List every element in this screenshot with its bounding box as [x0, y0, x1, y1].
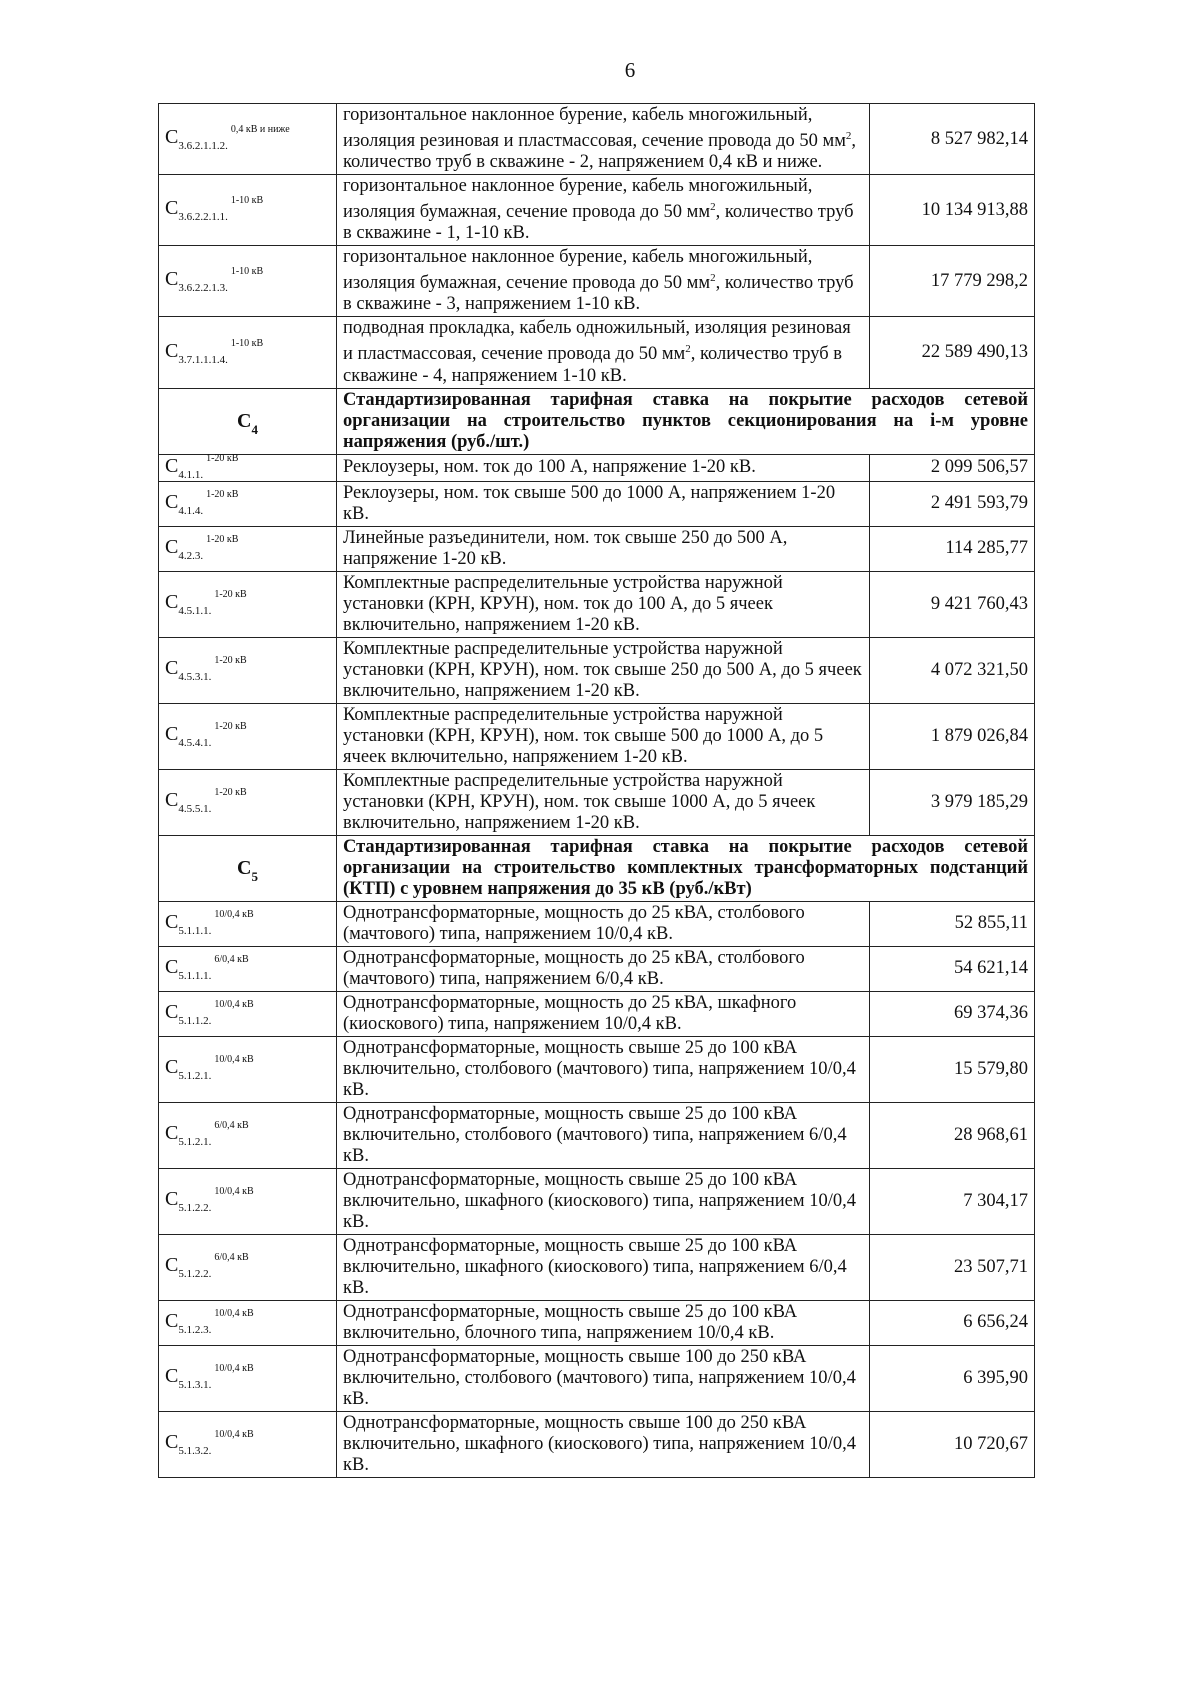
rate-value-cell: [870, 1234, 1035, 1300]
rate-code-voltage: 6/0,4 кВ: [214, 1252, 249, 1264]
rate-value-cell: [870, 1036, 1035, 1102]
rate-code-letter: C: [165, 197, 179, 220]
rate-code-voltage: 0,4 кВ и ниже: [230, 124, 290, 136]
rate-code-letter: C: [165, 1365, 179, 1388]
rate-value: 2 491 593,79: [930, 493, 1028, 514]
rate-code-voltage: 1-20 кВ: [206, 488, 239, 500]
tariff-rates-table: [158, 103, 1035, 1478]
description-superscript: 2: [685, 343, 691, 356]
description-cell: [337, 454, 870, 481]
rate-value: 23 507,71: [954, 1256, 1028, 1277]
table-row: [159, 246, 1035, 317]
rate-code-letter: C: [165, 1188, 179, 1211]
rate-value-cell: [870, 901, 1035, 946]
description-text-end: , количество труб в скважине - 1, 1-10 кВ.: [343, 202, 854, 244]
description-superscript: 2: [710, 272, 716, 285]
rate-code-letter: C: [165, 1254, 179, 1277]
table-row: [159, 991, 1035, 1036]
rate-code-cell: [159, 1300, 337, 1345]
description-cell: [337, 703, 870, 769]
rate-code-letter: C: [165, 1056, 179, 1079]
rate-value-cell: [870, 991, 1035, 1036]
group-header-row: [159, 835, 1035, 901]
table-row: [159, 481, 1035, 526]
description-cell: [337, 104, 870, 175]
table-row: [159, 571, 1035, 637]
table-row: [159, 1168, 1035, 1234]
description-text: горизонтальное наклонное бурение, кабель многожильный, изоляция бумажная, сечение провода до 50 мм: [343, 176, 813, 223]
rate-value: 69 374,36: [954, 1003, 1028, 1024]
rate-value: 8 527 982,14: [930, 128, 1028, 149]
description-text: Однотрансформаторные, мощность свыше 25 до 100 кВА включительно, шкафного (киоскового) типа, напряжением 10/0,4 кВ.: [343, 1169, 856, 1232]
description-text: Однотрансформаторные, мощность до 25 кВА, шкафного (киоскового) типа, напряжением 10/0,4 кВ.: [343, 992, 797, 1034]
rate-value-cell: [870, 246, 1035, 317]
rate-code-letter: C: [165, 1000, 179, 1023]
rate-code-subscript: 5.1.2.2.: [178, 1268, 212, 1281]
rate-code-subscript: 3.6.2.2.1.1.: [178, 211, 228, 224]
description-text: Линейные разъединители, ном. ток свыше 250 до 500 А, напряжение 1-20 кВ.: [343, 527, 788, 569]
table-row: [159, 1234, 1035, 1300]
rate-code-letter: C: [165, 1122, 179, 1145]
rate-value: 17 779 298,2: [930, 270, 1028, 291]
group-code-subscript: 5: [251, 869, 258, 885]
rate-code-voltage: 10/0,4 кВ: [214, 908, 254, 920]
rate-value-cell: [870, 571, 1035, 637]
rate-code-subscript: 4.5.3.1.: [178, 671, 212, 684]
rate-code-voltage: 10/0,4 кВ: [214, 1429, 254, 1441]
rate-code-cell: [159, 901, 337, 946]
rate-value-cell: [870, 1345, 1035, 1411]
rate-value: 114 285,77: [945, 538, 1028, 559]
description-text-end: , количество труб в скважине - 3, напряжением 1-10 кВ.: [343, 273, 854, 315]
description-text: Однотрансформаторные, мощность свыше 25 до 100 кВА включительно, блочного типа, напряжением 10/0,4 кВ.: [343, 1301, 798, 1343]
table-row: [159, 703, 1035, 769]
rate-value: 2 099 506,57: [930, 457, 1028, 478]
description-cell: [337, 317, 870, 388]
group-code-letter: C: [237, 410, 252, 433]
rate-code-subscript: 5.1.2.2.: [178, 1202, 212, 1215]
table-body: [159, 104, 1035, 1478]
description-text-end: , количество труб в скважине - 2, напряжением 0,4 кВ и ниже.: [343, 131, 857, 173]
table-row: [159, 901, 1035, 946]
rate-value: 10 720,67: [954, 1433, 1028, 1454]
group-code-letter: C: [237, 857, 252, 880]
table-row: [159, 1411, 1035, 1477]
rate-value: 3 979 185,29: [930, 791, 1028, 812]
rate-value-cell: [870, 1168, 1035, 1234]
description-text: Реклоузеры, ном. ток до 100 А, напряжение 1-20 кВ.: [343, 457, 756, 478]
rate-code-subscript: 5.1.3.2.: [178, 1445, 212, 1458]
rate-code-cell: [159, 1102, 337, 1168]
rate-value-cell: [870, 946, 1035, 991]
description-cell: [337, 1300, 870, 1345]
rate-code-letter: C: [165, 454, 179, 477]
table-row: [159, 769, 1035, 835]
rate-code-voltage: 1-20 кВ: [206, 533, 239, 545]
description-cell: [337, 991, 870, 1036]
rate-code-cell: [159, 1036, 337, 1102]
rate-value-cell: [870, 1102, 1035, 1168]
rate-code-subscript: 5.1.1.2.: [178, 1014, 212, 1027]
rate-code-subscript: 4.1.1.: [178, 468, 204, 481]
rate-code-cell: [159, 454, 337, 481]
description-text: Однотрансформаторные, мощность свыше 100 до 250 кВА включительно, столбового (мачтового) типа, напряжением 10/0,4 кВ.: [343, 1346, 856, 1409]
table-row: [159, 1102, 1035, 1168]
rate-code-cell: [159, 703, 337, 769]
rate-value-cell: [870, 481, 1035, 526]
table-row: [159, 104, 1035, 175]
table-row: [159, 454, 1035, 481]
rate-code-subscript: 3.7.1.1.1.4.: [178, 353, 228, 366]
rate-code-voltage: 10/0,4 кВ: [214, 1054, 254, 1066]
table-row: [159, 526, 1035, 571]
description-cell: [337, 901, 870, 946]
rate-value: 7 304,17: [963, 1190, 1028, 1211]
rate-value: 22 589 490,13: [921, 342, 1028, 363]
group-code-cell: [159, 835, 337, 901]
rate-code-subscript: 4.5.1.1.: [178, 605, 212, 618]
rate-value: 9 421 760,43: [930, 593, 1028, 614]
rate-code-subscript: 4.2.3.: [178, 549, 204, 562]
rate-value: 6 395,90: [963, 1367, 1028, 1388]
rate-code-subscript: 5.1.1.1.: [178, 924, 212, 937]
rate-code-voltage: 1-10 кВ: [230, 195, 264, 207]
rate-value: 28 968,61: [954, 1124, 1028, 1145]
table-row: [159, 317, 1035, 388]
description-cell: [337, 571, 870, 637]
description-cell: [337, 1345, 870, 1411]
description-cell: [337, 526, 870, 571]
description-text: Реклоузеры, ном. ток свыше 500 до 1000 А, напряжением 1-20 кВ.: [343, 482, 836, 524]
rate-code-letter: C: [165, 1309, 179, 1332]
rate-code-subscript: 5.1.2.1.: [178, 1136, 212, 1149]
rate-value: 10 134 913,88: [921, 199, 1028, 220]
rate-code-letter: C: [165, 1431, 179, 1454]
rate-code-cell: [159, 481, 337, 526]
rate-code-subscript: 5.1.3.1.: [178, 1379, 212, 1392]
description-cell: [337, 246, 870, 317]
rate-value: 4 072 321,50: [930, 659, 1028, 680]
rate-code-subscript: 4.1.4.: [178, 504, 204, 517]
rate-code-voltage: 10/0,4 кВ: [214, 1307, 254, 1319]
rate-code-cell: [159, 317, 337, 388]
rate-code-cell: [159, 637, 337, 703]
rate-code-voltage: 6/0,4 кВ: [214, 1120, 249, 1132]
rate-code-subscript: 5.1.2.3.: [178, 1323, 212, 1336]
rate-value-cell: [870, 317, 1035, 388]
rate-code-subscript: 3.6.2.1.1.2.: [178, 140, 228, 153]
rate-code-voltage: 10/0,4 кВ: [214, 1186, 254, 1198]
rate-code-cell: [159, 246, 337, 317]
description-text: Комплектные распределительные устройства наружной установки (КРН, КРУН), ном. ток свыше 1000 А, до 5 ячеек включительно, напряжением 1-20 кВ.: [343, 770, 816, 833]
rate-value: 1 879 026,84: [930, 725, 1028, 746]
rate-code-letter: C: [165, 657, 179, 680]
rate-code-cell: [159, 769, 337, 835]
table-row: [159, 637, 1035, 703]
rate-code-voltage: 10/0,4 кВ: [214, 1363, 254, 1375]
rate-value-cell: [870, 175, 1035, 246]
group-code-cell: [159, 388, 337, 454]
group-title-cell: [337, 835, 1035, 901]
group-header-row: [159, 388, 1035, 454]
rate-code-cell: [159, 991, 337, 1036]
description-text: горизонтальное наклонное бурение, кабель многожильный, изоляция резиновая и пластмассовая, сечение провода до 50 мм: [343, 105, 846, 152]
description-text: Однотрансформаторные, мощность свыше 25 до 100 кВА включительно, столбового (мачтового) типа, напряжением 10/0,4 кВ.: [343, 1037, 856, 1100]
rate-code-cell: [159, 175, 337, 246]
rate-code-cell: [159, 1411, 337, 1477]
rate-code-voltage: 1-20 кВ: [206, 452, 239, 464]
rate-value: 6 656,24: [963, 1312, 1028, 1333]
rate-code-voltage: 1-10 кВ: [230, 266, 264, 278]
rate-value-cell: [870, 1300, 1035, 1345]
page-number: 6: [624, 58, 636, 82]
rate-code-cell: [159, 104, 337, 175]
group-title: Стандартизированная тарифная ставка на покрытие расходов сетевой организации на строительство комплектных трансформаторных подстанций (КТП) с уровнем напряжения до 35 кВ (руб./кВт): [343, 836, 1028, 899]
description-text: подводная прокладка, кабель одножильный, изоляция резиновая и пластмассовая, сечение провода до 50 мм: [343, 318, 851, 365]
rate-code-letter: C: [165, 910, 179, 933]
rate-value-cell: [870, 104, 1035, 175]
rate-code-voltage: 1-10 кВ: [230, 337, 264, 349]
group-title: Стандартизированная тарифная ставка на покрытие расходов сетевой организации на строительство пунктов секционирования на i-м уровне напряжения (руб./шт.): [343, 389, 1028, 452]
rate-value-cell: [870, 637, 1035, 703]
rate-code-subscript: 5.1.1.1.: [178, 969, 212, 982]
rate-value-cell: [870, 1411, 1035, 1477]
description-cell: [337, 637, 870, 703]
rate-value: 52 855,11: [954, 913, 1028, 934]
description-text-end: , количество труб в скважине - 4, напряжением 1-10 кВ.: [343, 344, 843, 386]
rate-code-cell: [159, 571, 337, 637]
rate-code-letter: C: [165, 591, 179, 614]
description-text: Комплектные распределительные устройства наружной установки (КРН, КРУН), ном. ток свыше 250 до 500 А, до 5 ячеек включительно, напряжением 1-20 кВ.: [343, 638, 862, 701]
description-text: Комплектные распределительные устройства наружной установки (КРН, КРУН), ном. ток свыше 500 до 1000 А, до 5 ячеек включительно, напряжением 1-20 кВ.: [343, 704, 824, 767]
rate-code-cell: [159, 1234, 337, 1300]
rate-code-voltage: 1-20 кВ: [214, 787, 247, 799]
rate-code-voltage: 10/0,4 кВ: [214, 998, 254, 1010]
rate-code-cell: [159, 946, 337, 991]
rate-code-letter: C: [165, 268, 179, 291]
rate-code-subscript: 5.1.2.1.: [178, 1070, 212, 1083]
description-cell: [337, 481, 870, 526]
rate-code-letter: C: [165, 955, 179, 978]
description-text: Однотрансформаторные, мощность свыше 25 до 100 кВА включительно, столбового (мачтового) типа, напряжением 6/0,4 кВ.: [343, 1103, 847, 1166]
rate-code-letter: C: [165, 339, 179, 362]
rate-code-voltage: 1-20 кВ: [214, 655, 247, 667]
description-text: Однотрансформаторные, мощность до 25 кВА, столбового (мачтового) типа, напряжением 6/0,4 кВ.: [343, 947, 805, 989]
description-text: Комплектные распределительные устройства наружной установки (КРН, КРУН), ном. ток до 100 А, до 5 ячеек включительно, напряжением 1-20 кВ.: [343, 572, 783, 635]
rate-value-cell: [870, 769, 1035, 835]
description-cell: [337, 1234, 870, 1300]
rate-value-cell: [870, 454, 1035, 481]
group-code-subscript: 4: [251, 422, 258, 438]
rate-code-subscript: 3.6.2.2.1.3.: [178, 282, 228, 295]
table-row: [159, 1345, 1035, 1411]
description-cell: [337, 175, 870, 246]
rate-code-letter: C: [165, 789, 179, 812]
rate-value: 54 621,14: [954, 958, 1028, 979]
table-row: [159, 1036, 1035, 1102]
table-row: [159, 175, 1035, 246]
description-text: Однотрансформаторные, мощность свыше 25 до 100 кВА включительно, шкафного (киоскового) типа, напряжением 6/0,4 кВ.: [343, 1235, 847, 1298]
rate-code-letter: C: [165, 490, 179, 513]
description-cell: [337, 946, 870, 991]
rate-code-letter: C: [165, 723, 179, 746]
rate-code-letter: C: [165, 126, 179, 149]
rate-code-cell: [159, 526, 337, 571]
description-text: Однотрансформаторные, мощность свыше 100 до 250 кВА включительно, шкафного (киоскового) типа, напряжением 10/0,4 кВ.: [343, 1412, 856, 1475]
rate-value-cell: [870, 703, 1035, 769]
table-row: [159, 1300, 1035, 1345]
rate-code-subscript: 4.5.4.1.: [178, 737, 212, 750]
table-row: [159, 946, 1035, 991]
description-cell: [337, 1411, 870, 1477]
rate-code-voltage: 1-20 кВ: [214, 589, 247, 601]
description-text: Однотрансформаторные, мощность до 25 кВА, столбового (мачтового) типа, напряжением 10/0,4 кВ.: [343, 902, 805, 944]
description-text: горизонтальное наклонное бурение, кабель многожильный, изоляция бумажная, сечение провода до 50 мм: [343, 247, 813, 294]
description-cell: [337, 1102, 870, 1168]
rate-value: 15 579,80: [954, 1058, 1028, 1079]
rate-code-subscript: 4.5.5.1.: [178, 803, 212, 816]
rate-code-cell: [159, 1168, 337, 1234]
description-superscript: 2: [845, 130, 852, 142]
rate-code-voltage: 6/0,4 кВ: [214, 953, 249, 965]
description-superscript: 2: [710, 201, 716, 214]
rate-code-cell: [159, 1345, 337, 1411]
description-cell: [337, 1168, 870, 1234]
description-cell: [337, 769, 870, 835]
rate-code-letter: C: [165, 535, 179, 558]
group-title-cell: [337, 388, 1035, 454]
description-cell: [337, 1036, 870, 1102]
rate-value-cell: [870, 526, 1035, 571]
rate-code-voltage: 1-20 кВ: [214, 721, 247, 733]
